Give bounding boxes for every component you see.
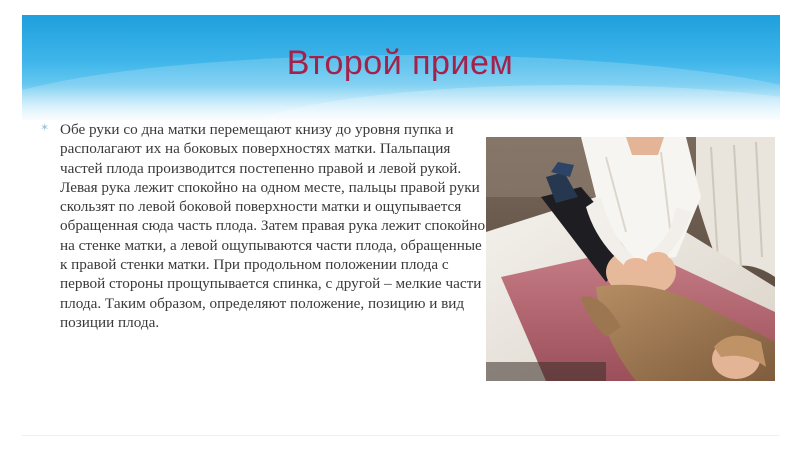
header-fade bbox=[22, 85, 780, 120]
body-paragraph: Обе руки со дна матки перемещают книзу до уровня пупка и располагают их на боковых поверхностях матки. Пальпация частей плода производится постепенно правой и левой рукой. Левая рука лежит спокойно на одном месте, пальцы правой руки скользят по левой боковой поверхности матки и ощупывается обращенная сюда часть плода. Затем правая рука лежит спокойно на стенке матки, а левой ощупываются части плода, обращенные к правой стенки матки. При продольном положении плода с первой стороны прощупывается спинка, с другой – мелкие части плода. Таким образом, определяют положение, позицию и вид позиции плода. bbox=[60, 121, 486, 331]
bottom-divider bbox=[22, 435, 780, 436]
examination-photo bbox=[486, 137, 775, 381]
slide-title: Второй прием bbox=[286, 44, 514, 82]
four-point-star-bullet-icon: ✶ bbox=[40, 121, 50, 134]
examination-photo-drawing bbox=[486, 137, 775, 381]
